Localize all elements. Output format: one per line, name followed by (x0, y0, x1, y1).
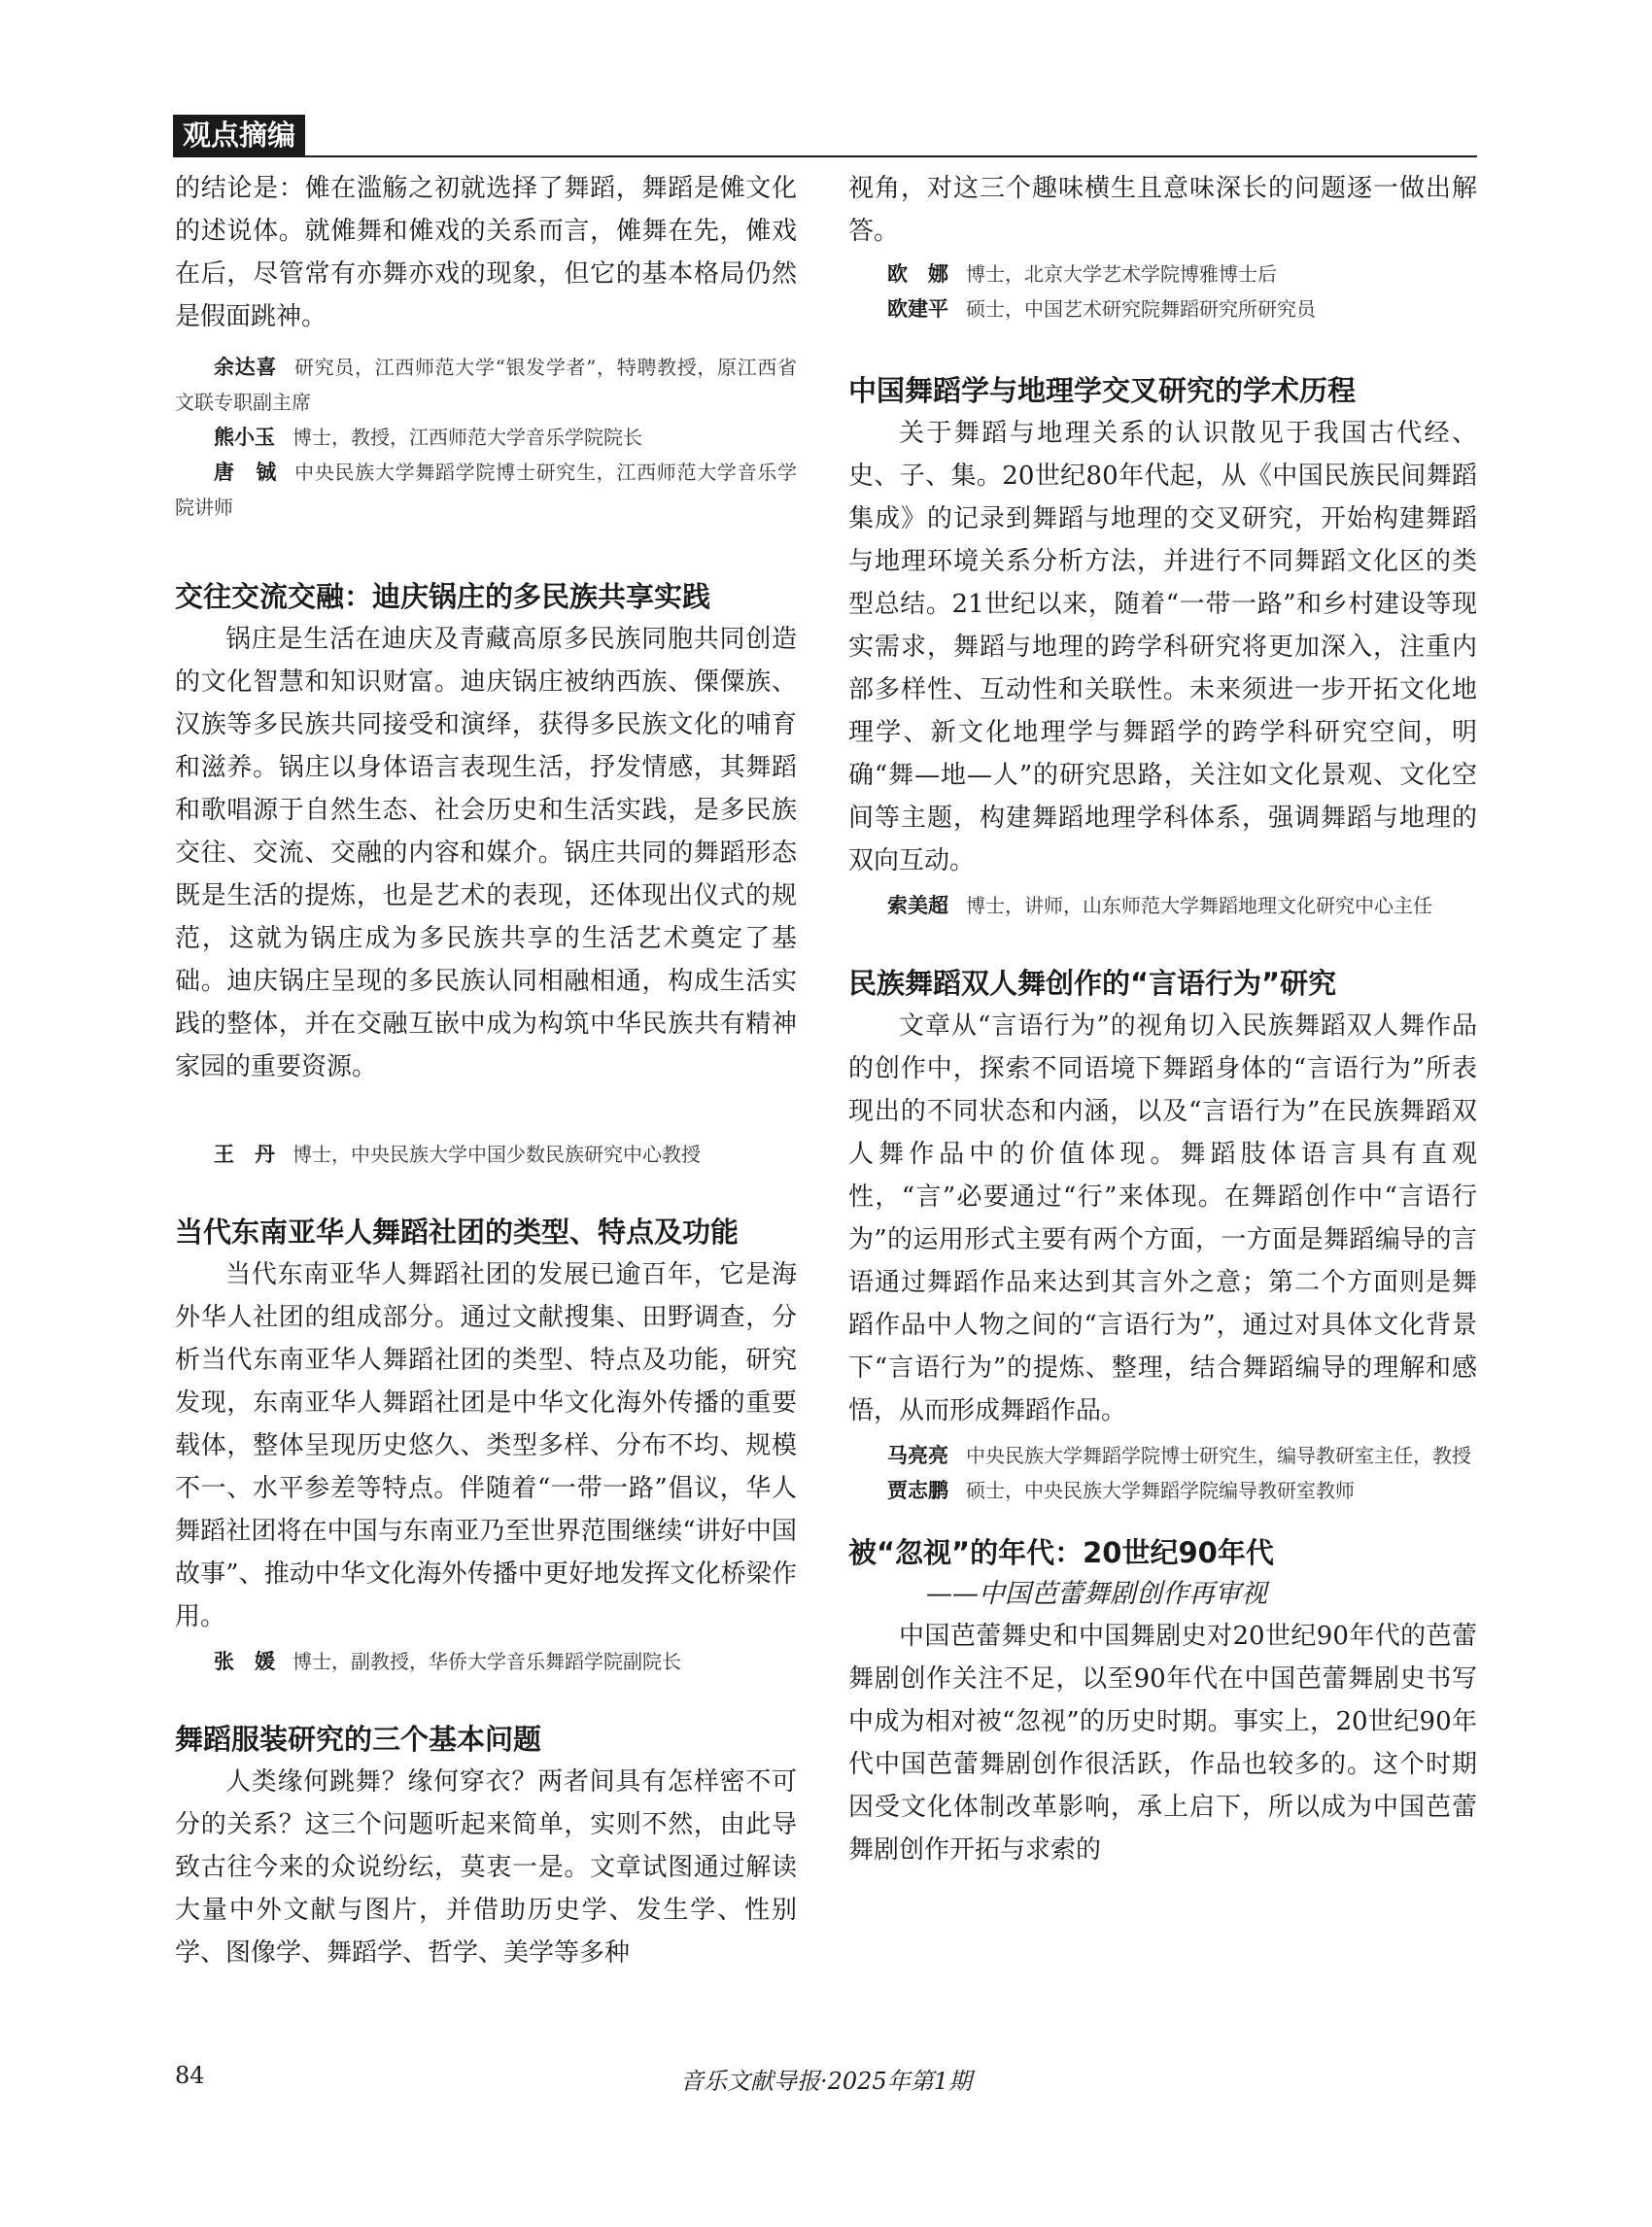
author-name: 马亮亮 (887, 1444, 948, 1467)
author-desc: 研究员，江西师范大学“银发学者”，特聘教授，原江西省文联专职副主席 (175, 356, 798, 414)
paragraph: 人类缘何跳舞？缘何穿衣？两者间具有怎样密不可分的关系？这三个问题听起来简单，实则不然，由此导致古往今来的众说纷纭，莫衷一是。文章试图通过解读大量中外文献与图片，并借助历史学、发生学、性别学、图像学、舞蹈学、哲学、美学等多种 (175, 1767, 797, 1968)
author-line (848, 291, 1477, 326)
author-line (175, 1644, 797, 1679)
page-number: 84 (175, 2062, 205, 2089)
journal-footer: 音乐文献导报·2025年第1期 (680, 2068, 972, 2095)
author-name: 索美超 (887, 894, 948, 917)
author-line (175, 455, 797, 525)
author-name: 熊小玉 (214, 426, 275, 449)
author-line (175, 350, 797, 420)
author-line (175, 1137, 797, 1172)
header-rule (173, 155, 1477, 157)
paragraph: 文章从“言语行为”的视角切入民族舞蹈双人舞作品的创作中，探索不同语境下舞蹈身体的“言语行为”所表现出的不同状态和内涵，以及“言语行为”在民族舞蹈双人舞作品中的价值体现。舞蹈肢体语言具有直观性，“言”必要通过“行”来体现。在舞蹈创作中“言语行为”的运用形式主要有两个方面，一方面是舞蹈编导的言语通过舞蹈作品来达到其言外之意；第二个方面则是舞蹈作品中人物之间的“言语行为”，通过对具体文化背景下“言语行为”的提炼、整理，结合舞蹈编导的理解和感悟，从而形成舞蹈作品。 (848, 1011, 1477, 1425)
author-line (848, 1473, 1477, 1508)
article-title: 舞蹈服装研究的三个基本问题 (175, 1723, 542, 1756)
author-name: 余达喜 (214, 356, 277, 379)
section-label: 观点摘编 (173, 115, 305, 155)
author-desc: 硕士，中国艺术研究院舞蹈研究所研究员 (966, 297, 1316, 321)
author-desc: 博士，北京大学艺术学院博雅博士后 (966, 262, 1277, 286)
author-line (848, 888, 1477, 923)
author-name: 王 丹 (214, 1143, 275, 1166)
author-desc: 博士，副教授，华侨大学音乐舞蹈学院副院长 (293, 1650, 681, 1673)
article-title: 当代东南亚华人舞蹈社团的类型、特点及功能 (175, 1216, 740, 1249)
article-title: 被“忽视”的年代：20世纪90年代 (848, 1536, 1274, 1569)
article-title: 交往交流交融：迪庆锅庄的多民族共享实践 (175, 580, 711, 613)
paragraph: 锅庄是生活在迪庆及青藏高原多民族同胞共同创造的文化智慧和知识财富。迪庆锅庄被纳西族、傈僳族、汉族等多民族共同接受和演绎，获得多民族文化的哺育和滋养。锅庄以身体语言表现生活，抒发情感，其舞蹈和歌唱源于自然生态、社会历史和生活实践，是多民族交往、交流、交融的内容和媒介。锅庄共同的舞蹈形态既是生活的提炼，也是艺术的表现，还体现出仪式的规范，这就为锅庄成为多民族共享的生活艺术奠定了基础。迪庆锅庄呈现的多民族认同相融相通，构成生活实践的整体，并在交融互嵌中成为构筑中华民族共有精神家园的重要资源。 (175, 625, 797, 1081)
author-line (175, 420, 797, 455)
author-desc: 博士，讲师，山东师范大学舞蹈地理文化研究中心主任 (966, 894, 1432, 917)
paragraph: 当代东南亚华人舞蹈社团的发展已逾百年，它是海外华人社团的组成部分。通过文献搜集、田野调查，分析当代东南亚华人舞蹈社团的类型、特点及功能，研究发现，东南亚华人舞蹈社团是中华文化海外传播的重要载体，整体呈现历史悠久、类型多样、分布不均、规模不一、水平参差等特点。伴随着“一带一路”倡议，华人舞蹈社团将在中国与东南亚乃至世界范围继续“讲好中国故事”、推动中华文化海外传播中更好地发挥文化桥梁作用。 (175, 1260, 797, 1631)
article-title: 民族舞蹈双人舞创作的“言语行为”研究 (848, 967, 1337, 1000)
paragraph: 关于舞蹈与地理关系的认识散见于我国古代经、史、子、集。20世纪80年代起，从《中国民族民间舞蹈集成》的记录到舞蹈与地理的交叉研究，开始构建舞蹈与地理环境关系分析方法，并进行不同舞蹈文化区的类型总结。21世纪以来，随着“一带一路”和乡村建设等现实需求，舞蹈与地理的跨学科研究将更加深入，注重内部多样性、互动性和关联性。未来须进一步开拓文化地理学、新文化地理学与舞蹈学的跨学科研究空间，明确“舞—地—人”的研究思路，关注如文化景观、文化空间等主题，构建舞蹈地理学科体系，强调舞蹈与地理的双向互动。 (848, 419, 1477, 875)
author-desc: 博士，中央民族大学中国少数民族研究中心教授 (293, 1143, 701, 1166)
author-desc: 硕士，中央民族大学舞蹈学院编导教研室教师 (966, 1479, 1355, 1502)
author-desc: 博士，教授，江西师范大学音乐学院院长 (293, 426, 642, 449)
author-name: 贾志鹏 (887, 1479, 948, 1502)
article-title: 中国舞蹈学与地理学交叉研究的学术历程 (848, 374, 1357, 407)
author-desc: 中央民族大学舞蹈学院博士研究生，江西师范大学音乐学院讲师 (175, 461, 798, 519)
author-name: 张 媛 (214, 1650, 275, 1673)
paragraph: 视角，对这三个趣味横生且意味深长的问题逐一做出解答。 (848, 174, 1477, 246)
left-column (175, 167, 797, 1974)
paragraph: 中国芭蕾舞史和中国舞剧史对20世纪90年代的芭蕾舞剧创作关注不足，以至90年代在中国芭蕾舞剧史书写中成为相对被“忽视”的历史时期。事实上，20世纪90年代中国芭蕾舞剧创作很活跃，作品也较多的。这个时期因受文化体制改革影响，承上启下，所以成为中国芭蕾舞剧创作开拓与求索的 (848, 1622, 1477, 1865)
right-column (848, 167, 1477, 1871)
author-name: 唐 铖 (214, 461, 278, 484)
author-desc: 中央民族大学舞蹈学院博士研究生，编导教研室主任，教授 (966, 1444, 1471, 1467)
author-line (848, 1438, 1477, 1473)
article-subtitle: ——中国芭蕾舞剧创作再审视 (926, 1579, 1267, 1609)
author-name: 欧建平 (887, 297, 948, 321)
paragraph: 的结论是：傩在滥觞之初就选择了舞蹈，舞蹈是傩文化的述说体。就傩舞和傩戏的关系而言，傩舞在先，傩戏在后，尽管常有亦舞亦戏的现象，但它的基本格局仍然是假面跳神。 (175, 174, 797, 331)
author-name: 欧 娜 (887, 262, 948, 286)
author-line (848, 257, 1477, 291)
